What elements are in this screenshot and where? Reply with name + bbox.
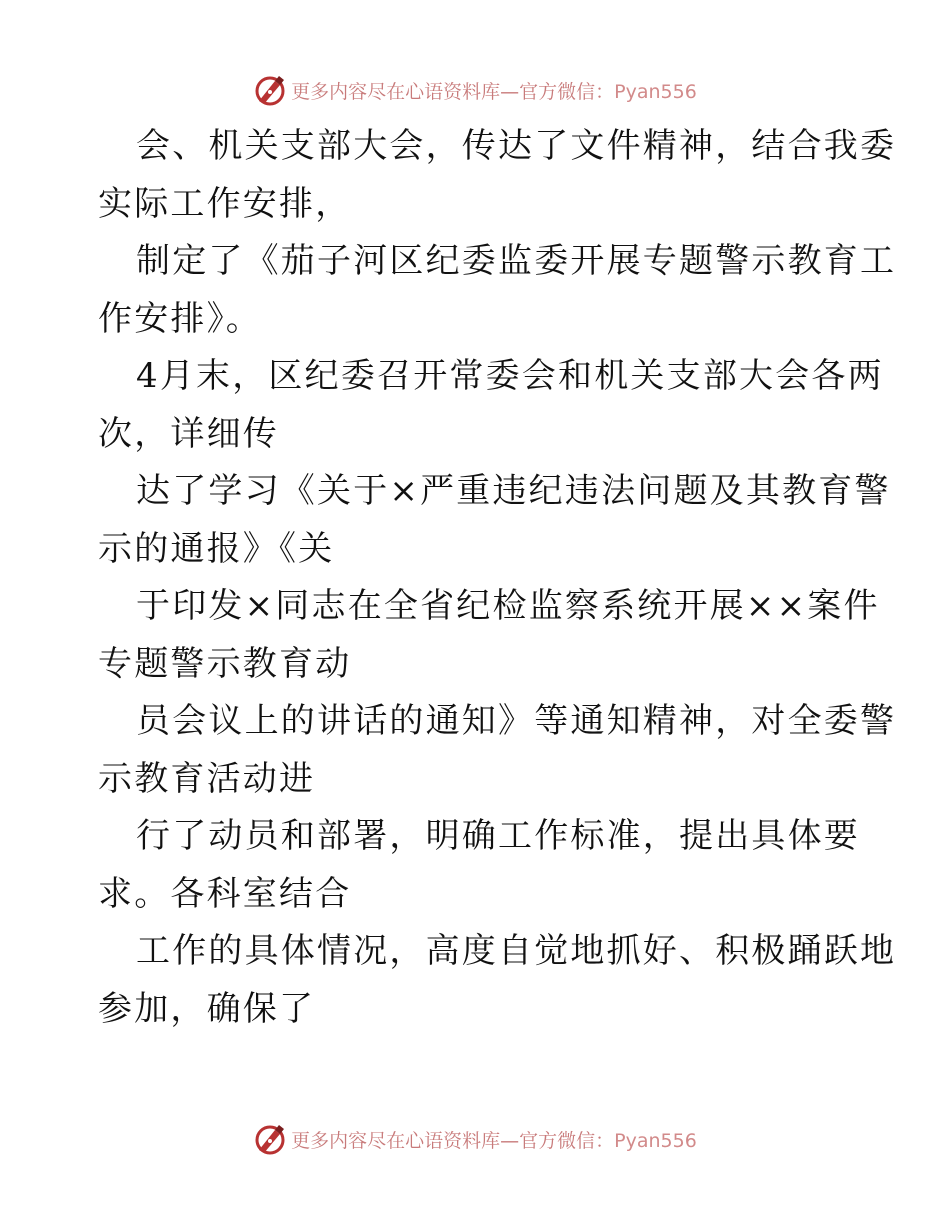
text-line: 达了学习《关于×严重违纪违法问题及其教育警 (136, 471, 891, 511)
watermark-text (291, 1126, 697, 1153)
footer-watermark (0, 1119, 950, 1159)
text-line: 员会议上的讲话的通知》等通知精神，对全委警 (136, 701, 897, 741)
text-line: 次，详细传 (98, 413, 279, 454)
text-line: 行了动员和部署，明确工作标准，提出具体要 (136, 816, 860, 856)
text-line: 于印发×同志在全省纪检监察系统开展××案件 (136, 586, 880, 626)
watermark-label: 更多内容尽在心语资料库—官方微信： (291, 1129, 615, 1152)
text-line: 示教育活动进 (98, 758, 316, 799)
watermark-text (291, 77, 697, 104)
header-watermark (0, 70, 950, 110)
watermark-account: Pyan556 (614, 80, 697, 103)
pen-nib-logo-icon (253, 73, 287, 107)
watermark-label: 更多内容尽在心语资料库—官方微信： (291, 80, 615, 103)
text-line: 4月末，区纪委召开常委会和机关支部大会各两 (136, 356, 884, 396)
text-line: 求。各科室结合 (98, 873, 352, 914)
text-line: 实际工作安排， (98, 183, 352, 224)
watermark-account: Pyan556 (614, 1129, 697, 1152)
text-line: 专题警示教育动 (98, 643, 352, 684)
pen-nib-logo-icon (253, 1122, 287, 1156)
text-line: 工作的具体情况，高度自觉地抓好、积极踊跃地 (136, 931, 897, 971)
text-line: 会、机关支部大会，传达了文件精神，结合我委 (136, 126, 897, 166)
text-line: 作安排》。 (98, 298, 262, 339)
text-line: 示的通报》《关 (98, 528, 335, 569)
text-line: 制定了《茄子河区纪委监委开展专题警示教育工 (136, 241, 897, 281)
text-line: 参加，确保了 (98, 988, 316, 1029)
document-body (98, 118, 897, 1038)
